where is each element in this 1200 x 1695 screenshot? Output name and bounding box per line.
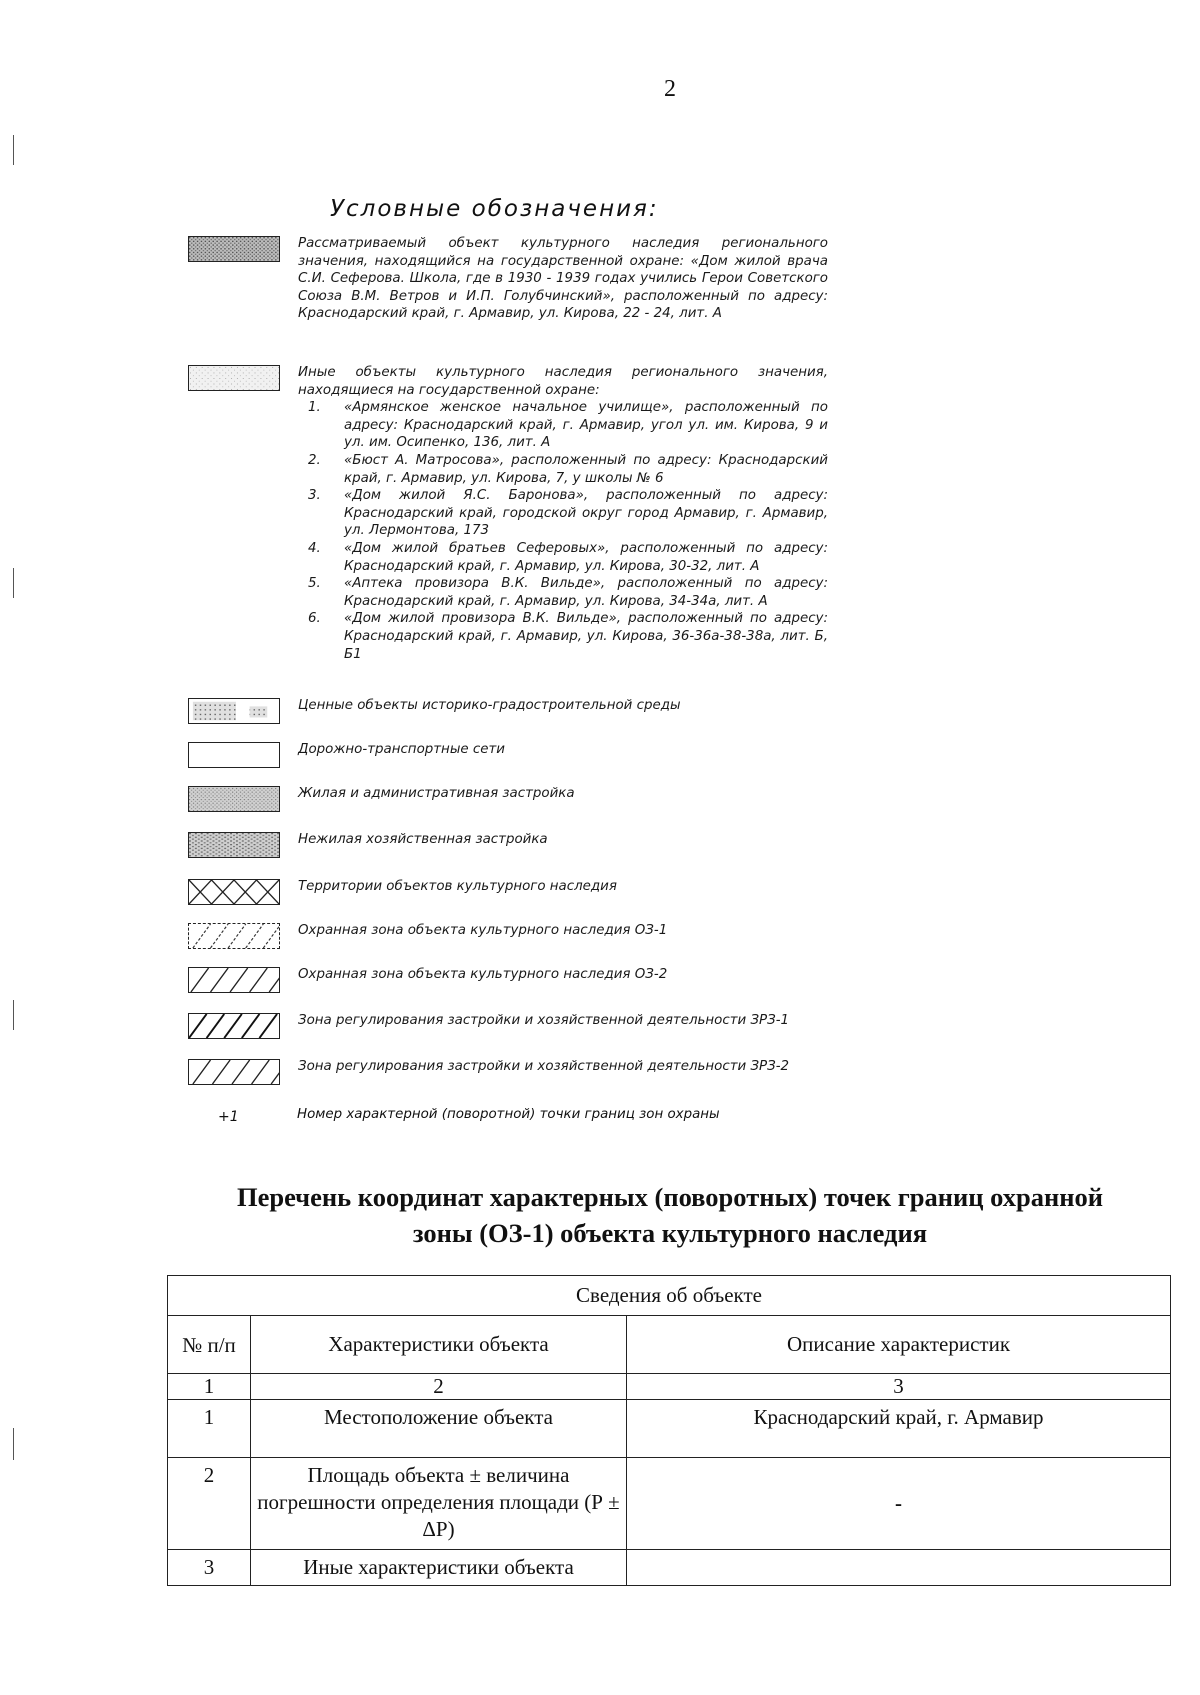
list-item: 3. «Дом жилой Я.С. Баронова», расположенный по адресу: Краснодарский край, городской округ город Армавир, г. Армавир, ул. Лермонтова, 173 xyxy=(308,488,828,539)
column-number-row xyxy=(168,1374,1171,1400)
table-row xyxy=(168,1458,1171,1550)
cross-hatch-swatch-icon xyxy=(188,879,280,905)
table-header-row xyxy=(168,1316,1171,1374)
diagonal-hatch-swatch-icon xyxy=(188,967,280,993)
other-objects-list xyxy=(298,399,828,663)
legend-text: Дорожно-транспортные сети xyxy=(298,742,505,757)
mottled-swatch-icon xyxy=(188,832,280,858)
legend-text: Зона регулирования застройки и хозяйственной деятельности ЗРЗ-1 xyxy=(298,1013,790,1028)
row-characteristic: Иные характеристики объекта xyxy=(251,1550,627,1586)
list-item: 2. «Бюст А. Матросова», расположенный по адресу: Краснодарский край, г. Армавир, ул. Кирова, 7, у школы № 6 xyxy=(308,452,828,486)
legend-text: Рассматриваемый объект культурного наследия регионального значения, находящийся на государственной охране: «Дом жилой врача С.И. Сеферова. Школа, где в 1930 - 1939 годах учились Герои Советского Союза В.М. Ветров и И.П. Голубчинский», расположенный по адресу: Краснодарский край, г. Армавир, ул. Кирова, 22 - 24, лит. А xyxy=(298,236,828,322)
point-marker-icon: +1 xyxy=(218,1109,239,1125)
legend-title: Условные обозначения: xyxy=(330,196,659,222)
dashed-hatch-swatch-icon xyxy=(188,923,280,949)
header-description: Описание характеристик xyxy=(627,1316,1171,1374)
legend-text: Ценные объекты историко-градостроительной среды xyxy=(298,698,681,713)
row-characteristic: Площадь объекта ± величина погрешности определения площади (Р ± ΔР) xyxy=(251,1458,627,1550)
wide-diagonal-hatch-swatch-icon xyxy=(188,1059,280,1085)
object-info-table xyxy=(167,1275,1171,1586)
list-item: 4. «Дом жилой братьев Сеферовых», расположенный по адресу: Краснодарский край, г. Армавир, ул. Кирова, 30-32, лит. А xyxy=(308,540,828,574)
header-num: № п/п xyxy=(168,1316,251,1374)
table-caption: Сведения об объекте xyxy=(168,1276,1171,1316)
list-item: 6. «Дом жилой провизора В.К. Вильде», расположенный по адресу: Краснодарский край, г. Армавир, ул. Кирова, 36-36а-38-38а, лит. Б, Б1 xyxy=(308,611,828,662)
scan-mark xyxy=(13,135,14,165)
table-row xyxy=(168,1550,1171,1586)
column-number: 1 xyxy=(168,1374,251,1400)
section-title-line: зоны (ОЗ-1) объекта культурного наследия xyxy=(412,1218,928,1248)
grey-stipple-swatch-icon xyxy=(188,786,280,812)
legend-text: Иные объекты культурного наследия регионального значения, находящиеся на государственной охране: 1. «Армянское женское начальное училище», расположенный по адресу: Краснодарский край, г. Армавир, угол ул. им. Кирова, 9 и ул. им. Осипенко, 136, лит. А 2. «Бюст А. Матросова», расположенный по адресу: Краснодарский край, г. Армавир, ул. Кирова, 7, у школы № 6 3. «Дом жилой Я.С. Баронова», расположенный по адресу: Краснодарский край, городской округ город Армавир, г. Армавир, ул. Лермонтова, 173 4. «Дом жилой братьев Сеферовых», расположенный по адресу: Краснодарский край, г. Армавир, ул. Кирова, 30-32, лит. А 5. «Аптека провизора В.К. Вильде», расположенный по адресу: Краснодарский край, г. Армавир, ул. Кирова, 34-34а, лит. А 6. «Дом жилой провизора В.К. Вильде», расположенный по адресу: Краснодарский край, г. Армавир, ул. Кирова, 36-36а-38-38а, лит. Б, Б1 xyxy=(298,365,828,662)
section-title-line: Перечень координат характерных (поворотных) точек границ охранной xyxy=(236,1182,1104,1212)
blank-swatch-icon xyxy=(188,742,280,768)
legend-text: Жилая и административная застройка xyxy=(298,786,575,801)
list-item: 5. «Аптека провизора В.К. Вильде», расположенный по адресу: Краснодарский край, г. Армавир, ул. Кирова, 34-34а, лит. А xyxy=(308,576,828,609)
row-num: 1 xyxy=(168,1400,251,1458)
column-number: 3 xyxy=(627,1374,1171,1400)
page-number: 2 xyxy=(664,76,676,102)
legend-text: Охранная зона объекта культурного наследия ОЗ-2 xyxy=(298,967,668,982)
sparse-stipple-swatch-icon xyxy=(188,698,280,724)
bold-diagonal-hatch-swatch-icon xyxy=(188,1013,280,1039)
dense-stipple-swatch-icon xyxy=(188,236,280,262)
row-num: 2 xyxy=(168,1458,251,1550)
scan-mark xyxy=(13,568,14,598)
point-legend-text: Номер характерной (поворотной) точки границ зон охраны xyxy=(297,1107,720,1122)
scan-mark xyxy=(13,1000,14,1030)
section-title xyxy=(180,1179,1160,1251)
row-description: Краснодарский край, г. Армавир xyxy=(627,1400,1171,1458)
scan-mark xyxy=(13,1428,14,1460)
legend-text: Охранная зона объекта культурного наследия ОЗ-1 xyxy=(298,923,668,938)
legend-text: Зона регулирования застройки и хозяйственной деятельности ЗРЗ-2 xyxy=(298,1059,790,1074)
row-num: 3 xyxy=(168,1550,251,1586)
legend-text: Нежилая хозяйственная застройка xyxy=(298,832,548,847)
table-caption-row xyxy=(168,1276,1171,1316)
column-number: 2 xyxy=(251,1374,627,1400)
header-characteristics: Характеристики объекта xyxy=(251,1316,627,1374)
table-row xyxy=(168,1400,1171,1458)
row-description: - xyxy=(627,1458,1171,1550)
list-item: 1. «Армянское женское начальное училище», расположенный по адресу: Краснодарский край, г. Армавир, угол ул. им. Кирова, 9 и ул. им. Осипенко, 136, лит. А xyxy=(308,400,828,451)
legend-text: Территории объектов культурного наследия xyxy=(298,879,617,894)
row-characteristic: Местоположение объекта xyxy=(251,1400,627,1458)
row-description xyxy=(627,1550,1171,1586)
light-stipple-swatch-icon xyxy=(188,365,280,391)
